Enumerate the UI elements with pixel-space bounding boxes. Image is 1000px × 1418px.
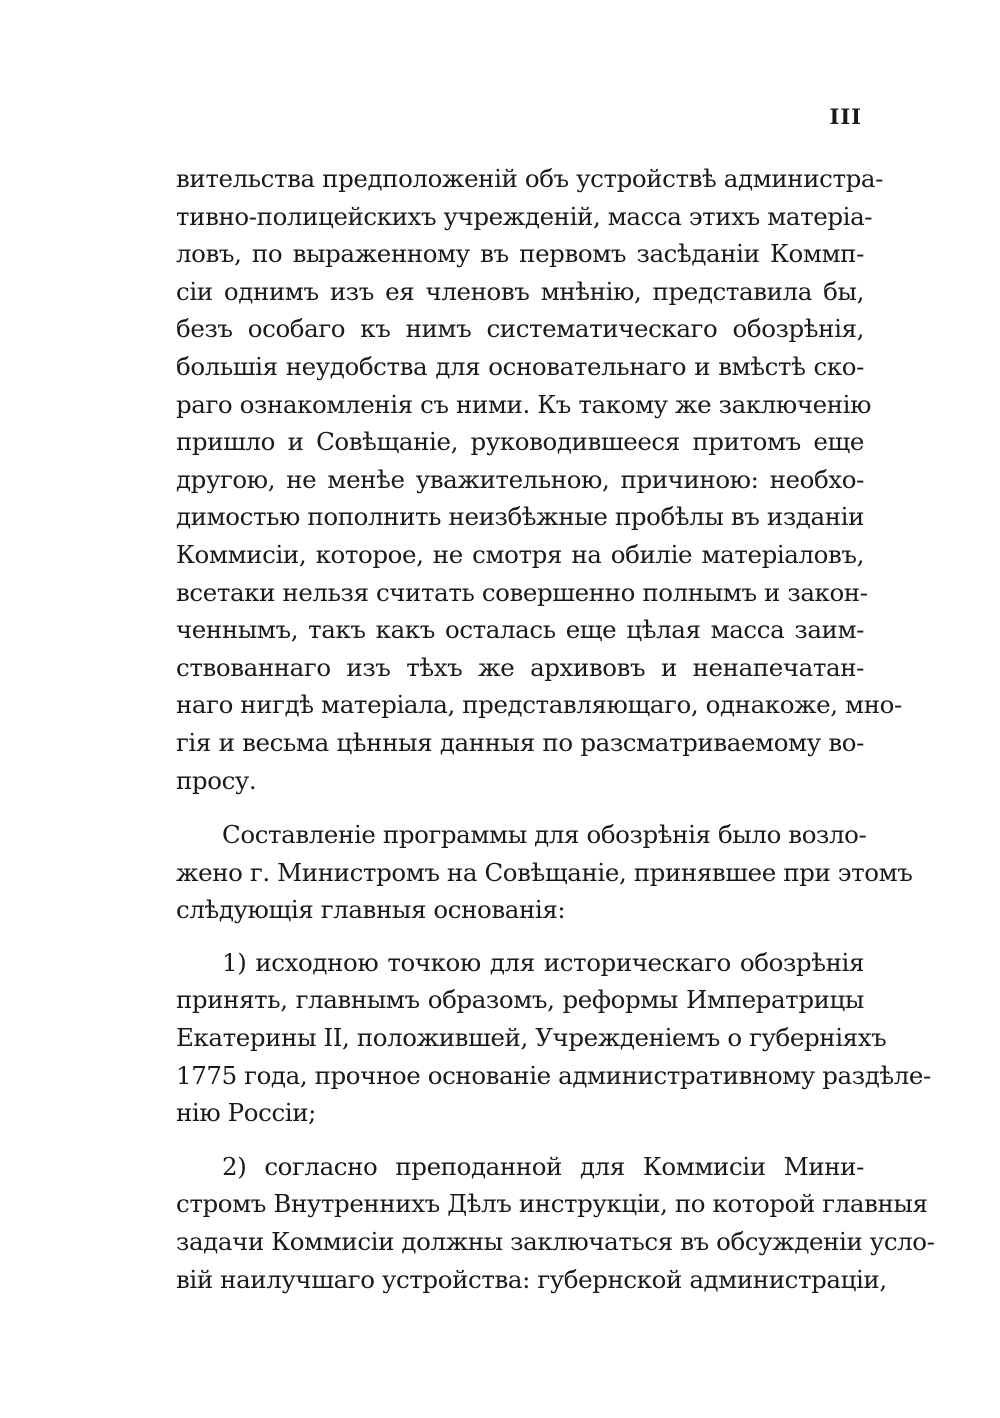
text-line: просу.	[176, 765, 257, 795]
text-line: ченнымъ, такъ какъ осталась еще цѣлая масса заим-	[176, 615, 864, 645]
text-line: 1) исходною точкою для историческаго обозрѣнiя	[222, 947, 864, 977]
text-line: жено г. Министромъ на Совѣщанiе, принявшее при этомъ	[176, 857, 913, 887]
text-line: безъ особаго къ нимъ систематическаго обозрѣнiя,	[176, 314, 864, 344]
text-line: слѣдующiя главныя основанiя:	[176, 895, 566, 925]
text-line: Составленiе программы для обозрѣнiя было возло-	[222, 820, 867, 850]
text-line: гiя и весьма цѣнныя данныя по разсматриваемому во-	[176, 727, 864, 757]
paragraph-spacer	[176, 929, 864, 944]
text-line: ловъ, по выраженному въ первомъ засѣданiи Коммп-	[176, 239, 864, 269]
text-line: ствованнаго изъ тѣхъ же архивовъ и ненапечатан-	[176, 652, 864, 682]
text-line: 1775 года, прочное основанiе административному раздѣле-	[176, 1060, 931, 1090]
page-number: III	[829, 104, 862, 129]
paragraph-spacer	[176, 1132, 864, 1148]
body-text	[176, 160, 935, 1298]
text-line: стромъ Внутреннихъ Дѣлъ инструкцiи, по которой главныя	[176, 1189, 928, 1219]
paragraph-spacer	[176, 799, 864, 816]
text-line: нiю Россiи;	[176, 1098, 316, 1128]
text-line: наго нигдѣ матерiала, представляющаго, однакоже, мно-	[176, 690, 902, 720]
text-line: вительства предположенiй объ устройствѣ администра-	[176, 164, 883, 193]
paragraph-item-2	[176, 1148, 935, 1298]
paragraph-item-1	[176, 944, 931, 1132]
text-line: принять, главнымъ образомъ, реформы Императрицы	[176, 985, 864, 1015]
text-line: задачи Коммисiи должны заключаться въ обсужденiи усло-	[176, 1227, 935, 1257]
text-line: другою, не менѣе уважительною, причиною: необхо-	[176, 464, 864, 494]
text-line: Екатерины II, положившей, Учрежденiемъ о губернiяхъ	[176, 1023, 887, 1053]
text-line: димостью пополнить неизбѣжные пробѣлы въ изданiи	[176, 502, 864, 532]
text-line: сiи однимъ изъ ея членовъ мнѣнiю, представила бы,	[176, 276, 864, 306]
text-line: всетаки нельзя считать совершенно полнымъ и закон-	[176, 577, 868, 607]
text-line: раго ознакомленiя съ ними. Къ такому же заключенiю	[176, 389, 872, 419]
text-line: большiя неудобства для основательнаго и вмѣстѣ ско-	[176, 351, 864, 381]
paragraph-continuation	[176, 160, 902, 799]
text-line: тивно-полицейскихъ учрежденiй, масса этихъ матерiа-	[176, 201, 873, 231]
text-line: пришло и Совѣщанiе, руководившееся притомъ еще	[176, 427, 864, 457]
text-line: Коммисiи, которое, не смотря на обилiе матерiаловъ,	[176, 539, 864, 569]
text-line: 2) согласно преподанной для Коммисiи Мини-	[222, 1151, 864, 1181]
paragraph-program	[176, 816, 913, 929]
text-line: вiй наилучшаго устройства: губернской администрацiи,	[176, 1264, 887, 1294]
